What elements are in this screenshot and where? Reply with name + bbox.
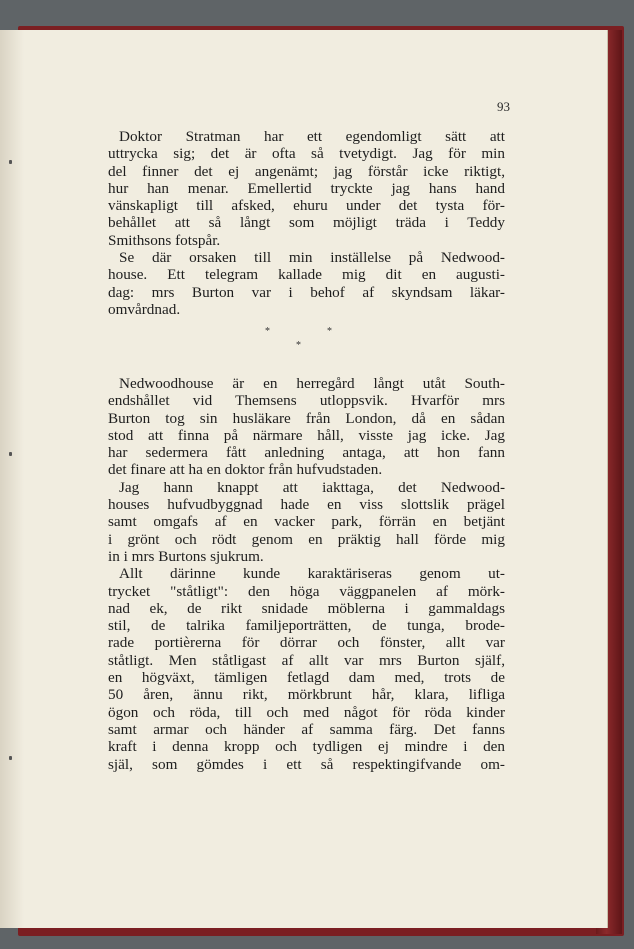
- paragraph-block-2: [108, 375, 505, 773]
- section-break-stars: [250, 320, 330, 350]
- text-line: ståtligt. Men ståtligast af allt var mrs Burton själf,: [108, 651, 505, 669]
- text-line: behållet att så långt som möjligt träda i Teddy: [108, 214, 505, 232]
- text-line: in i mrs Burtons sjukrum.: [108, 547, 264, 565]
- star: *: [327, 326, 332, 337]
- text-line: endshållet vid Themsens utloppsvik. Hvarför mrs: [108, 392, 505, 410]
- text-line: ögon och röda, till och med något för röda kinder: [108, 703, 505, 721]
- text-line: vänskapligt till afsked, ehuru under det tysta för-: [108, 197, 505, 215]
- text-line: Nedwoodhouse är en herregård långt utåt South-: [119, 375, 505, 392]
- paragraph-block-1: [108, 128, 505, 318]
- star: *: [296, 340, 301, 351]
- star: *: [265, 326, 270, 337]
- text-line: del finner det ej angenämt; jag förstår icke riktigt,: [108, 162, 505, 180]
- text-line: Se där orsaken till min inställelse på Nedwood-: [119, 249, 505, 267]
- text-line: dag: mrs Burton var i behof af skyndsam läkar-: [108, 283, 505, 301]
- text-line: stil, de talrika familjeporträtten, de tunga, brode-: [108, 617, 505, 635]
- margin-speck: [9, 160, 12, 164]
- text-line: house. Ett telegram kallade mig dit en augusti-: [108, 266, 505, 284]
- text-line: trycket "ståtligt": den höga väggpanelen af mörk-: [108, 582, 505, 600]
- text-line: Burton tog sin husläkare från London, då en sådan: [108, 409, 505, 427]
- margin-speck: [9, 452, 12, 456]
- text-line: det finare att ha en doktor från hufvudstaden.: [108, 461, 383, 479]
- text-line: har sedermera fått anledning antaga, att hon fann: [108, 444, 505, 462]
- text-line: omvårdnad.: [108, 300, 181, 318]
- text-line: Allt därinne kunde karaktäriseras genom ut-: [119, 565, 505, 583]
- text-line: uttrycka sig; det är ofta så tvetydigt. Jag för min: [108, 145, 505, 163]
- text-line: samt omgafs af en vacker park, förrän en betjänt: [108, 513, 505, 531]
- margin-speck: [9, 756, 12, 760]
- text-line: nad ek, de rikt snidade möblerna i gammaldags: [108, 599, 505, 617]
- text-line: houses hufvudbyggnad hade en viss slottslik prägel: [108, 496, 505, 514]
- text-line: stod att finna på närmare håll, visste jag icke. Jag: [108, 426, 505, 444]
- text-line: hur han menar. Emellertid tryckte jag hans hand: [108, 179, 505, 197]
- text-line: själ, som gömdes i ett så respektingifvande om-: [108, 755, 505, 773]
- text-line: Doktor Stratman har ett egendomligt sätt att: [119, 128, 505, 145]
- text-line: samt armar och händer af samma färg. Det fanns: [108, 720, 505, 738]
- page-number: 93: [497, 99, 510, 114]
- text-line: rade portièrerna för dörrar och fönster, allt var: [108, 634, 505, 652]
- text-line: i grönt och rödt genom en präktig hall förde mig: [108, 530, 505, 548]
- text-line: 50 åren, ännu rikt, mörkbrunt hår, klara, lifliga: [108, 686, 505, 704]
- text-line: kraft i denna kropp och tydligen ej mindre i den: [108, 738, 505, 756]
- text-line: Jag hann knappt att iakttaga, det Nedwood-: [119, 478, 505, 496]
- text-line: en högväxt, tämligen fetlagd dam med, trots de: [108, 669, 505, 687]
- text-line: Smithsons fotspår.: [108, 231, 221, 249]
